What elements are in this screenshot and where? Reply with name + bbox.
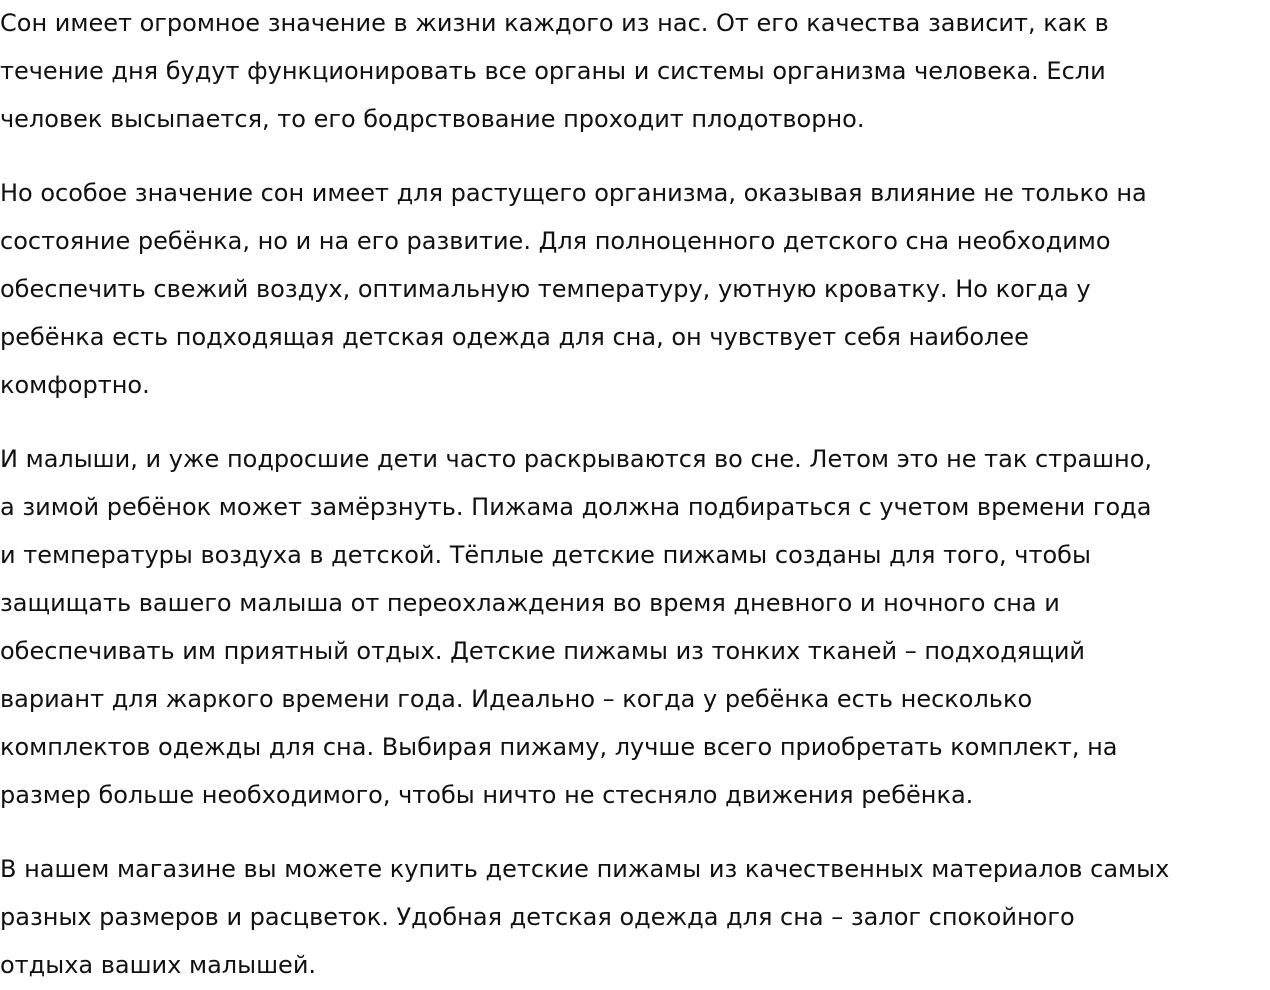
paragraph-pajamas: И малыши, и уже подросшие дети часто раскрываются во сне. Летом это не так страшно, а зимой ребёнок может замёрзнуть. Пижама должна подбираться с учетом времени года и температуры воздуха в детской. Тёплые детские пижамы созданы для того, чтобы защищать вашего малыша от переохлаждения во время дневного и ночного сна и обеспечивать им приятный отдых. Детские пижамы из тонких тканей – подходящий вариант для жаркого времени года. Идеально – когда у ребёнка есть несколько комплектов одежды для сна. Выбирая пижаму, лучше всего приобретать комплект, на размер больше необходимого, чтобы ничто не стесняло движения ребёнка. <box>0 445 1153 809</box>
paragraph-child-sleep: Но особое значение сон имеет для растущего организма, оказывая влияние не только на состояние ребёнка, но и на его развитие. Для полноценного детского сна необходимо обеспечить свежий воздух, оптимальную температуру, уютную кроватку. Но когда у ребёнка есть подходящая детская одежда для сна, он чувствует себя наиболее комфортно. <box>0 179 1147 399</box>
paragraph-store: В нашем магазине вы можете купить детские пижамы из качественных материалов самых разных размеров и расцветок. Удобная детская одежда для сна – залог спокойного отдыха ваших малышей. <box>0 855 1170 979</box>
paragraph-sleep-importance: Сон имеет огромное значение в жизни каждого из нас. От его качества зависит, как в течение дня будут функционировать все органы и системы организма человека. Если человек высыпается, то его бодрствование проходит плодотворно. <box>0 9 1109 133</box>
